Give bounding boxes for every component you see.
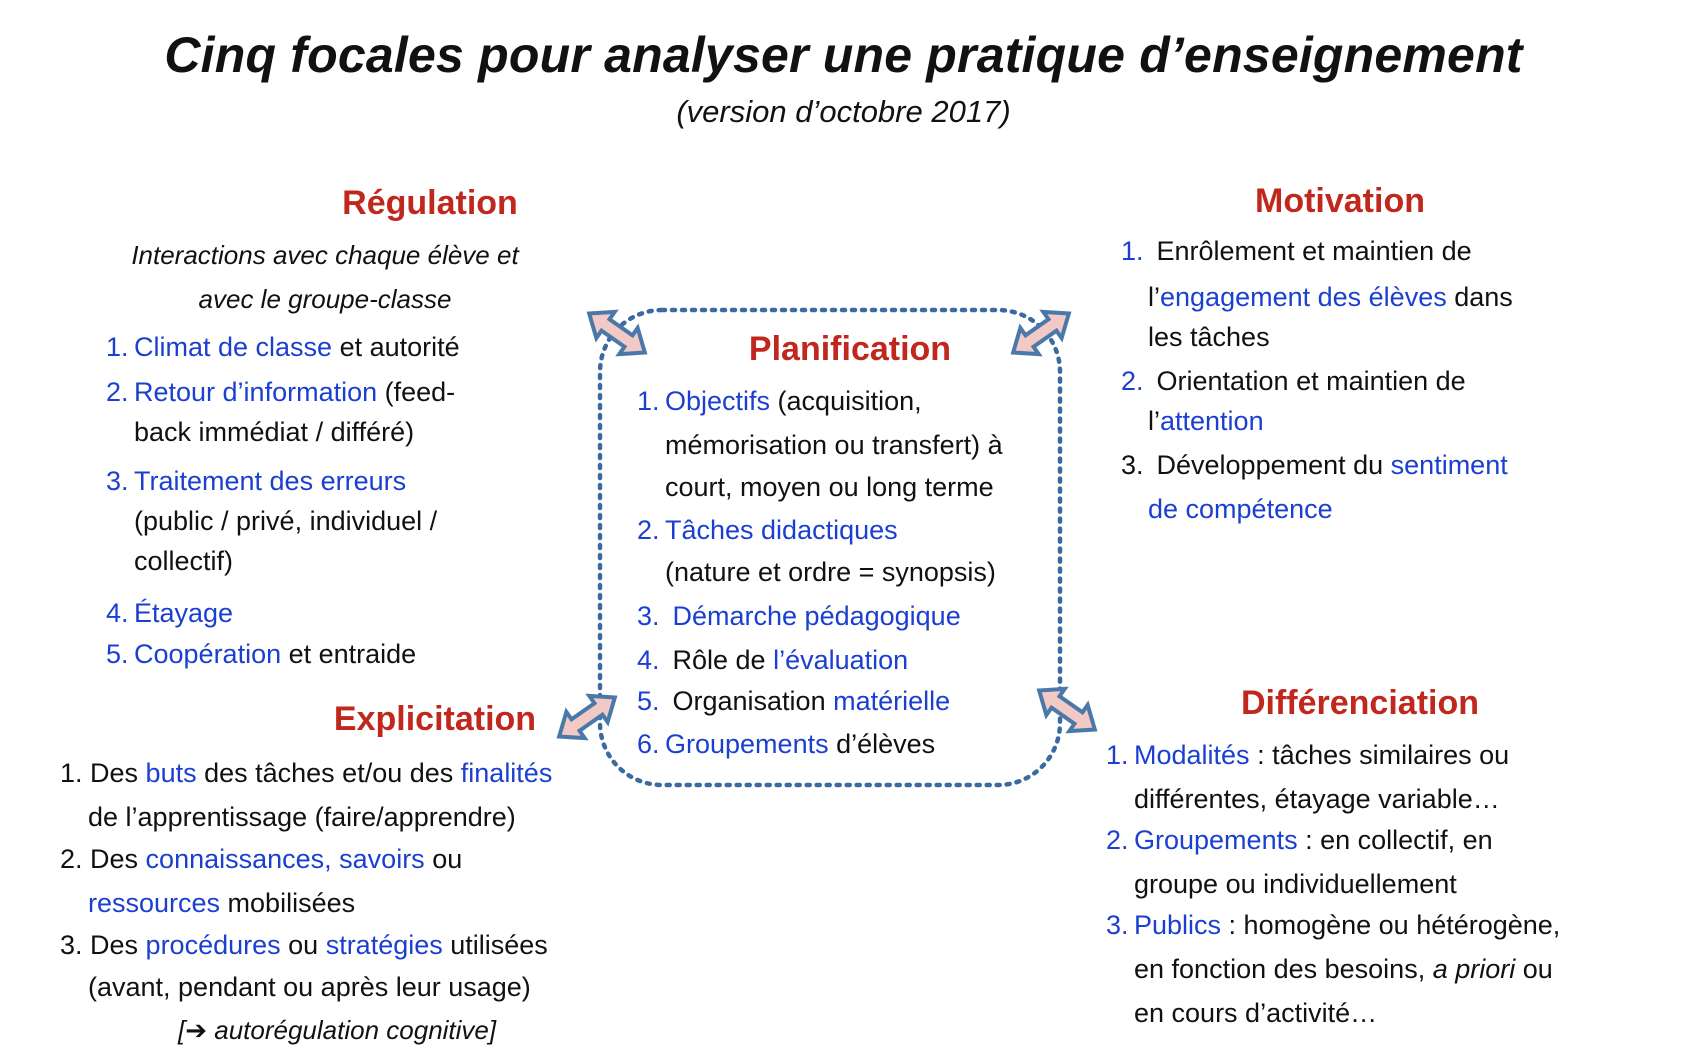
text-run: ou	[280, 930, 326, 960]
text-run: : tâches similaires ou	[1249, 740, 1510, 770]
text-run: Objectifs	[665, 386, 771, 416]
text-run: Organisation	[665, 686, 834, 716]
text-run: procédures	[145, 930, 281, 960]
text-run: ou	[1515, 954, 1553, 984]
text-run: et autorité	[332, 332, 460, 362]
explicitation-heading: Explicitation	[333, 700, 537, 738]
text-run: Climat de classe	[134, 332, 333, 362]
planification-item	[637, 517, 898, 544]
note-bracket: [	[178, 1015, 186, 1045]
text-run: 4.	[106, 598, 129, 628]
planification-item	[637, 731, 935, 758]
double-headed-arrow-icon	[580, 300, 654, 365]
text-run: 2.	[1121, 366, 1144, 396]
text-run: les tâches	[1148, 322, 1270, 352]
text-run: Orientation et maintien de	[1149, 366, 1466, 396]
differenciation-item-continued	[1134, 956, 1553, 983]
page-subtitle: (version d’octobre 2017)	[676, 94, 1011, 129]
text-run: Coopération	[134, 639, 282, 669]
regulation-item-continued	[134, 548, 233, 575]
text-run: engagement des élèves	[1160, 282, 1447, 312]
planification-heading: Planification	[748, 330, 952, 368]
text-run: utilisées	[442, 930, 548, 960]
explicitation-note	[178, 1017, 496, 1043]
motivation-item-continued	[1148, 324, 1270, 351]
planification-item	[637, 603, 961, 630]
planification-item-continued	[665, 559, 996, 586]
text-run: sentiment	[1390, 450, 1508, 480]
text-run: Traitement des erreurs	[134, 466, 407, 496]
text-run: Démarche pédagogique	[665, 601, 961, 631]
text-run: 1.	[1106, 740, 1129, 770]
text-run: l’	[1148, 406, 1160, 436]
text-run: Groupements	[1134, 825, 1298, 855]
motivation-item-continued	[1148, 496, 1333, 523]
text-run: Modalités	[1134, 740, 1250, 770]
text-run: 2.	[1106, 825, 1129, 855]
text-run: : homogène ou hétérogène,	[1221, 910, 1561, 940]
motivation-item	[1121, 238, 1472, 265]
explicitation-item	[60, 760, 552, 787]
text-run: (nature et ordre = synopsis)	[665, 557, 996, 587]
text-run: groupe ou individuellement	[1134, 869, 1457, 899]
text-run: Tâches didactiques	[665, 515, 898, 545]
text-run: 1. Des	[60, 758, 146, 788]
text-run: 3.	[106, 466, 129, 496]
right-arrow-icon: ➔	[185, 1015, 208, 1045]
regulation-intro-line: avec le groupe-classe	[198, 284, 452, 314]
text-run: 6.	[637, 729, 660, 759]
text-run: stratégies	[325, 930, 443, 960]
text-run: en cours d’activité…	[1134, 998, 1378, 1028]
text-run: back immédiat / différé)	[134, 417, 415, 447]
text-run: court, moyen ou long terme	[665, 472, 994, 502]
regulation-item	[106, 641, 416, 668]
regulation-item	[106, 468, 406, 495]
text-run: Développement du	[1149, 450, 1391, 480]
text-run: 3.	[637, 601, 660, 631]
text-run: ressources	[88, 888, 221, 918]
text-run: finalités	[460, 758, 553, 788]
page-title: Cinq focales pour analyser une pratique d’enseignement	[164, 27, 1523, 83]
text-run: buts	[145, 758, 197, 788]
explicitation-item-continued	[88, 804, 516, 831]
text-run: mobilisées	[220, 888, 356, 918]
motivation-item	[1121, 452, 1508, 479]
text-run: en fonction des besoins,	[1134, 954, 1433, 984]
text-run: Étayage	[134, 598, 234, 628]
regulation-item-continued	[134, 419, 414, 446]
text-run: (feed-	[377, 377, 456, 407]
differenciation-item	[1106, 912, 1560, 939]
text-run: 1.	[106, 332, 129, 362]
regulation-item	[106, 600, 233, 627]
text-run: connaissances, savoirs	[145, 844, 425, 874]
planification-item	[637, 388, 922, 415]
text-run: ou	[424, 844, 463, 874]
text-run: a priori	[1432, 954, 1516, 984]
regulation-item	[106, 334, 460, 361]
text-run: 3.	[1106, 910, 1129, 940]
text-run: des tâches et/ou des	[196, 758, 461, 788]
text-run: 3. Des	[60, 930, 146, 960]
text-run: : en collectif, en	[1297, 825, 1493, 855]
differenciation-item	[1106, 742, 1509, 769]
text-run: l’	[1148, 282, 1160, 312]
text-run: 2.	[637, 515, 660, 545]
text-run: Enrôlement et maintien de	[1149, 236, 1472, 266]
text-run: 1.	[1121, 236, 1144, 266]
text-run: mémorisation ou transfert) à	[665, 430, 1003, 460]
planification-item	[637, 688, 950, 715]
text-run: différentes, étayage variable…	[1134, 784, 1500, 814]
text-run: 5.	[106, 639, 129, 669]
differenciation-item-continued	[1134, 1000, 1377, 1027]
text-run: l’évaluation	[773, 645, 909, 675]
motivation-item	[1121, 368, 1466, 395]
differenciation-item-continued	[1134, 871, 1457, 898]
text-run: 5.	[637, 686, 660, 716]
text-run: 4.	[637, 645, 660, 675]
text-run: (avant, pendant ou après leur usage)	[88, 972, 531, 1002]
differenciation-heading: Différenciation	[1240, 684, 1480, 722]
motivation-item-continued	[1148, 284, 1513, 311]
text-run: 1.	[637, 386, 660, 416]
note-text: autorégulation cognitive]	[207, 1015, 497, 1045]
regulation-item-continued	[134, 508, 437, 535]
double-headed-arrow-icon	[1030, 677, 1104, 742]
text-run: d’élèves	[828, 729, 936, 759]
explicitation-item	[60, 932, 548, 959]
text-run: 3.	[1121, 450, 1144, 480]
differenciation-item	[1106, 827, 1493, 854]
text-run: Retour d’information	[134, 377, 378, 407]
motivation-item-continued	[1148, 408, 1264, 435]
text-run: attention	[1160, 406, 1264, 436]
text-run: (public / privé, individuel /	[134, 506, 438, 536]
explicitation-item	[60, 846, 462, 873]
text-run: 2.	[106, 377, 129, 407]
text-run: 2. Des	[60, 844, 146, 874]
text-run: dans	[1446, 282, 1513, 312]
explicitation-item-continued	[88, 890, 355, 917]
explicitation-item-continued	[88, 974, 531, 1001]
text-run: de l’apprentissage (faire/apprendre)	[88, 802, 516, 832]
text-run: Groupements	[665, 729, 829, 759]
planification-item-continued	[665, 474, 994, 501]
text-run: (acquisition,	[770, 386, 922, 416]
text-run: et entraide	[281, 639, 417, 669]
planification-item	[637, 647, 908, 674]
text-run: Rôle de	[665, 645, 774, 675]
text-run: collectif)	[134, 546, 234, 576]
text-run: matérielle	[833, 686, 951, 716]
planification-item-continued	[665, 432, 1003, 459]
regulation-heading: Régulation	[342, 184, 518, 222]
regulation-item	[106, 379, 455, 406]
motivation-heading: Motivation	[1255, 182, 1425, 220]
text-run: Publics	[1134, 910, 1222, 940]
regulation-intro-line: Interactions avec chaque élève et	[131, 240, 519, 270]
differenciation-item-continued	[1134, 786, 1500, 813]
text-run: de compétence	[1148, 494, 1333, 524]
